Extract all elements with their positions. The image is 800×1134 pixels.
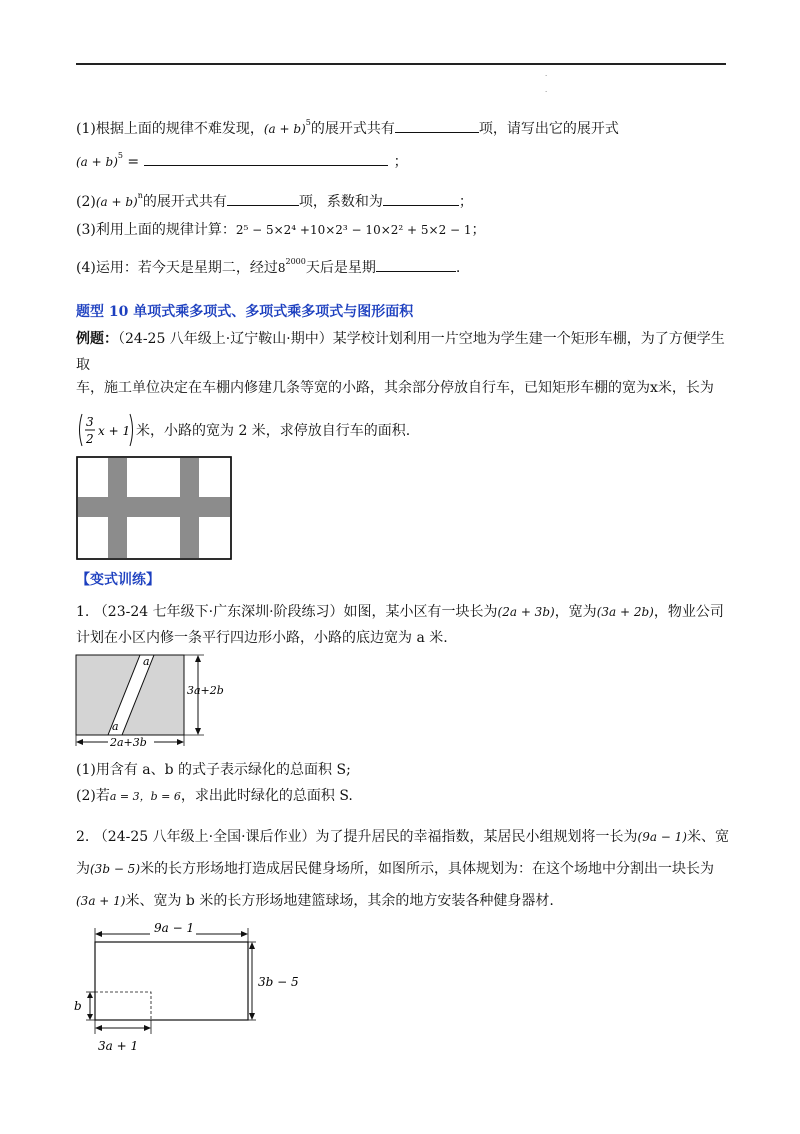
fig-top-a-label: a: [143, 655, 150, 668]
question-4: [76, 252, 460, 278]
example-text-3: 米，小路的宽为 2 米，求停放自行车的面积.: [136, 423, 411, 439]
q1-mid: 的展开式共有: [310, 121, 395, 137]
q4-power: $8^{2000}$: [277, 257, 306, 275]
problem-1-sub-2: (2)若a = 3，b = 6，求出此时绿化的总面积 S.: [76, 788, 353, 804]
horizontal-path: [77, 497, 231, 517]
example-text-1: （24-25 八年级上·辽宁鞍山·期中）某学校计划利用一片空地为学生建一个矩形车棚，为了方便学生: [118, 331, 725, 347]
example-text-1b: 取: [76, 357, 90, 373]
q2-end: ；: [458, 194, 473, 210]
fig-right-label: 3a+2b: [187, 684, 224, 697]
q1-end: ；: [393, 154, 408, 170]
q1-suffix: 项，请写出它的展开式: [478, 121, 619, 137]
q3-expr: 2⁵ − 5×2⁴ +10×2³ − 10×2² + 5×2 − 1: [235, 223, 472, 237]
q4-mid: 天后是星期: [305, 260, 376, 276]
example-fraction-expr: [76, 410, 136, 450]
fitness-field-figure: [70, 920, 310, 1060]
shed-figure: [76, 456, 232, 560]
fig-left-label: b: [74, 999, 82, 1013]
parallelogram-path-figure: [74, 650, 234, 752]
problem-2-line-2: 为(3b − 5)米的长方形场地打造成居民健身场所，如图所示，具体规划为：在这个场地中分割出一块长为: [76, 861, 714, 877]
q2-expr: $(a + b)^n$: [95, 191, 143, 209]
fraction-denominator: 2: [86, 432, 94, 446]
q2-mid2: 项，系数和为: [298, 194, 383, 210]
example-text-2: 车，施工单位决定在车棚内修建几条等宽的小路，其余部分停放自行车，已知矩形车棚的宽为x米，长为: [76, 380, 714, 396]
q2-blank-sum[interactable]: [383, 191, 459, 206]
question-3: [76, 220, 486, 240]
section-title: 题型 10 单项式乘多项式、多项式乘多项式与图形面积: [76, 304, 414, 320]
q1-expr: $(a + b)^5$: [263, 118, 311, 136]
fig-bottom-label: 3a + 1: [98, 1039, 139, 1053]
fig-right-label: 3b − 5: [258, 975, 299, 989]
p2-length-expr: (9a − 1): [637, 830, 687, 844]
q3-end: ；: [471, 222, 486, 238]
q4-blank[interactable]: [376, 257, 456, 272]
problem-2-line-3: (3a + 1)米、宽为 b 米的长方形场地建篮球场，其余的地方安装各种健身器材.: [76, 893, 554, 909]
question-1-expansion: [76, 146, 408, 172]
q2-blank-count[interactable]: [227, 191, 299, 206]
fraction-rest: x + 1: [98, 424, 131, 438]
q2-mid: 的展开式共有: [142, 194, 227, 210]
dot-mark: ·: [545, 72, 548, 80]
problem-1-line-2: 计划在小区内修一条平行四边形小路，小路的底边宽为 a 米.: [76, 630, 448, 646]
p1-width-expr: (3a + 2b): [596, 605, 654, 619]
fig-bottom-a-label: a: [112, 720, 119, 733]
vertical-path-left: [108, 457, 127, 559]
fig-top-label: 9a − 1: [154, 921, 195, 935]
q2-prefix: (2): [76, 194, 96, 210]
q1-equals: =: [122, 154, 144, 170]
problem-1-line-1: 1. （23-24 七年级下·广东深圳·阶段练习）如图，某小区有一块长为(2a + 3b)，宽为(3a + 2b)，物业公司: [76, 604, 724, 620]
example-label: 例题：: [76, 331, 118, 347]
question-2: [76, 186, 473, 212]
header-rule: [76, 63, 726, 65]
q1-blank-count[interactable]: [395, 118, 479, 133]
q4-end: .: [455, 260, 461, 276]
vertical-path-right: [180, 457, 199, 559]
question-1: [76, 113, 619, 139]
dot-mark: ·: [545, 88, 548, 96]
example-line-1: [76, 329, 725, 349]
p2-width-expr: (3b − 5): [90, 862, 140, 876]
variant-title: 【变式训练】: [76, 572, 160, 588]
p2-court-length-expr: (3a + 1): [76, 894, 126, 908]
problem-1-sub-1: (1)用含有 a、b 的式子表示绿化的总面积 S;: [76, 762, 351, 778]
fraction-svg: [76, 410, 136, 450]
field-rect: [95, 942, 248, 1020]
q1-prefix: (1)根据上面的规律不难发现，: [76, 121, 264, 137]
fig-bottom-label: 2a+3b: [110, 736, 147, 749]
p1-values: a = 3，b = 6: [109, 790, 181, 803]
q1-line2-expr: $(a + b)^5$: [76, 151, 123, 169]
q4-prefix: (4)运用：若今天是星期二，经过: [76, 260, 278, 276]
problem-2-line-1: 2. （24-25 八年级上·全国·课后作业）为了提升居民的幸福指数，某居民小组规划将一长为(9a − 1)米、宽: [76, 829, 729, 845]
p1-length-expr: (2a + 3b): [497, 605, 555, 619]
q1-blank-expansion[interactable]: [144, 151, 388, 166]
fraction-numerator: 3: [86, 415, 94, 429]
q3-prefix: (3)利用上面的规律计算：: [76, 222, 236, 238]
